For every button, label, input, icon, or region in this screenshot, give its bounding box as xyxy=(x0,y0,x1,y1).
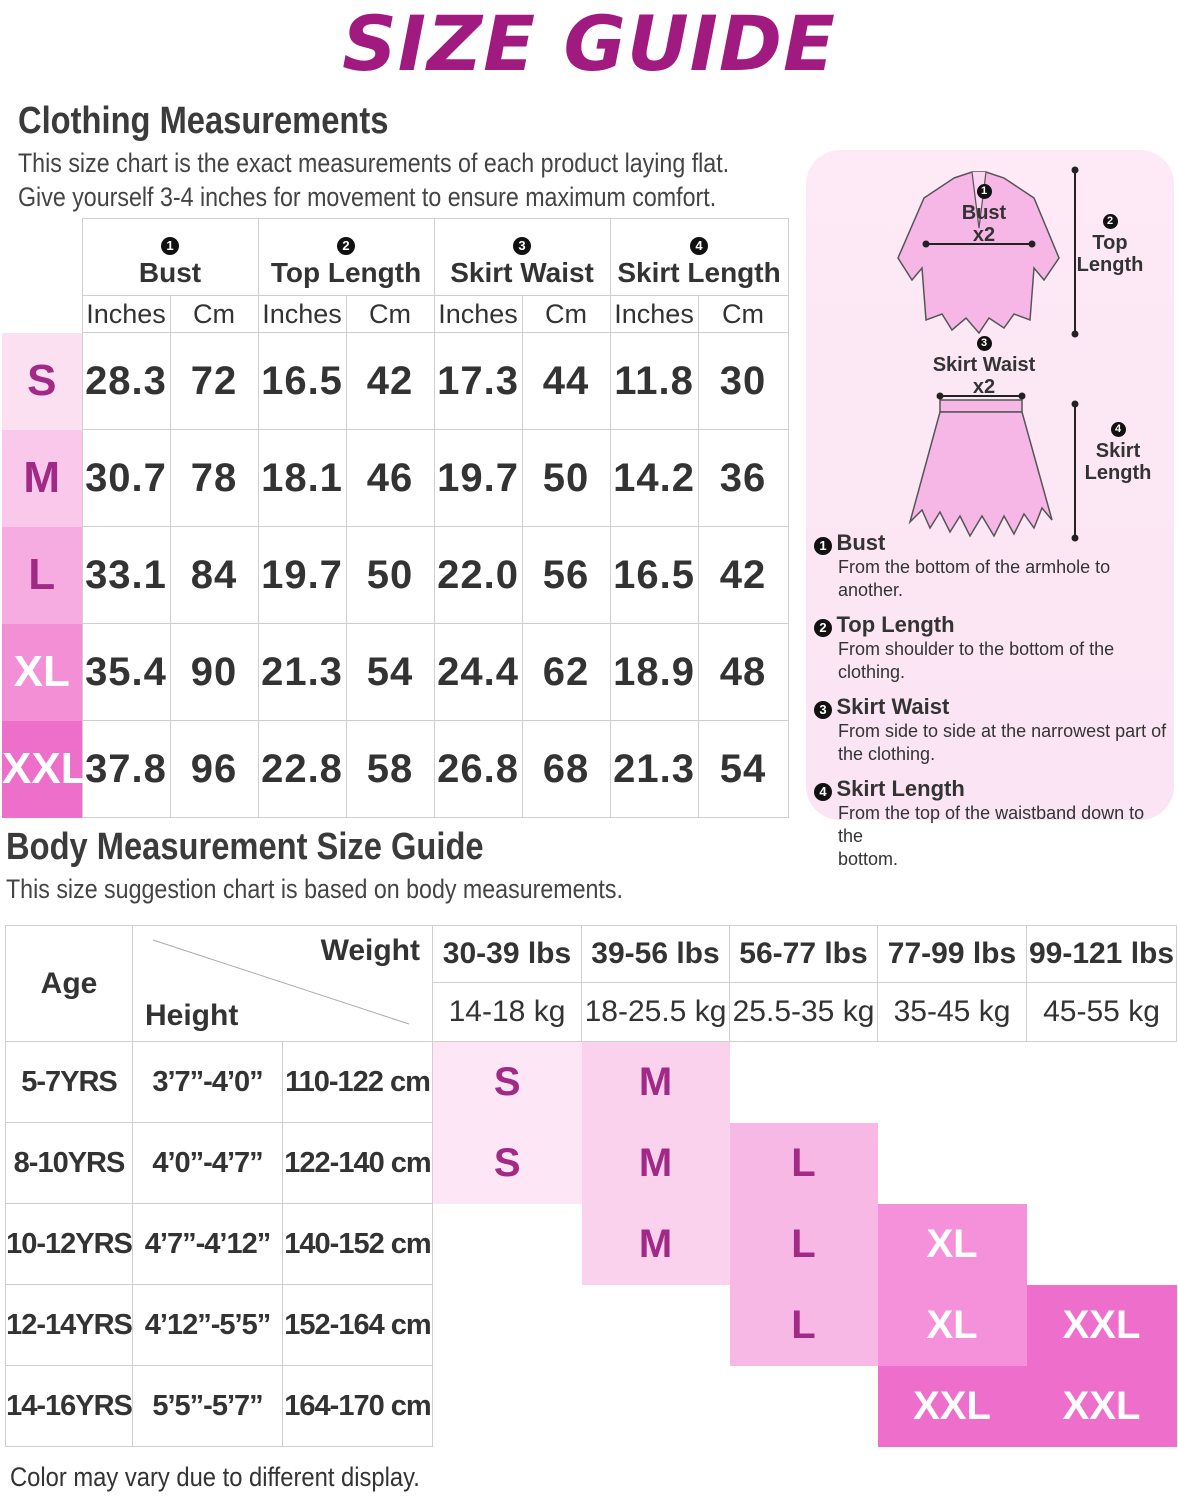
column-label: Skirt Waist xyxy=(450,257,594,288)
table-cell: 68 xyxy=(522,721,610,818)
table-cell: 19.7 xyxy=(434,430,522,527)
weight-lbs-header: 99-121 lbs xyxy=(1027,926,1177,983)
table-row xyxy=(2,624,788,721)
size-cell: XXL xyxy=(1027,1285,1177,1366)
height-label: Height xyxy=(145,999,239,1032)
size-cell xyxy=(433,1285,582,1366)
height-ft-cell: 3’7”-4’0” xyxy=(133,1042,283,1123)
table-cell: 42 xyxy=(346,333,434,430)
size-cell xyxy=(582,1285,730,1366)
table-cell: 17.3 xyxy=(434,333,522,430)
column-header-skirt-length xyxy=(610,219,788,296)
unit-header: Cm xyxy=(522,296,610,333)
size-cell: S xyxy=(433,1042,582,1123)
table-cell: 62 xyxy=(522,624,610,721)
column-header-bust xyxy=(82,219,258,296)
height-weight-header xyxy=(133,926,433,1042)
column-label: Top Length xyxy=(270,257,422,288)
legend-item xyxy=(814,530,1174,602)
body-heading: Body Measurement Size Guide xyxy=(6,826,484,868)
weight-kg-header: 18-25.5 kg xyxy=(582,983,730,1042)
table-corner xyxy=(2,219,82,296)
unit-header: Inches xyxy=(434,296,522,333)
table-cell: 58 xyxy=(346,721,434,818)
size-cell: L xyxy=(730,1285,878,1366)
label-text: Skirt xyxy=(1095,440,1141,462)
table-row xyxy=(6,1042,1177,1123)
table-row xyxy=(6,1123,1177,1204)
number-badge: 3 xyxy=(814,701,832,719)
size-cell: S xyxy=(433,1123,582,1204)
number-badge: 4 xyxy=(690,237,708,255)
table-cell: 30 xyxy=(698,333,788,430)
column-label: Bust xyxy=(138,257,202,288)
table-cell: 16.5 xyxy=(610,527,698,624)
table-cell: 21.3 xyxy=(258,624,346,721)
body-description: This size suggestion chart is based on body measurements. xyxy=(6,874,623,904)
table-cell: 11.8 xyxy=(610,333,698,430)
table-cell: 36 xyxy=(698,430,788,527)
unit-header: Inches xyxy=(610,296,698,333)
table-cell: 42 xyxy=(698,527,788,624)
number-badge: 4 xyxy=(814,783,832,801)
table-cell: 18.1 xyxy=(258,430,346,527)
size-cell: L xyxy=(730,1204,878,1285)
legend-title: Top Length xyxy=(836,612,955,637)
number-badge: 1 xyxy=(814,537,832,555)
table-row xyxy=(2,527,788,624)
weight-lbs-header: 39-56 lbs xyxy=(582,926,730,983)
table-cell: 24.4 xyxy=(434,624,522,721)
table-cell: 78 xyxy=(170,430,258,527)
unit-header: Inches xyxy=(82,296,170,333)
height-ft-cell: 4’7”-4’12” xyxy=(133,1204,283,1285)
unit-header: Inches xyxy=(258,296,346,333)
age-cell: 5-7YRS xyxy=(6,1042,133,1123)
number-badge: 4 xyxy=(1111,422,1126,437)
legend-description: From shoulder to the bottom of the clothing. xyxy=(838,639,1115,682)
table-cell: 22.0 xyxy=(434,527,522,624)
unit-header: Cm xyxy=(346,296,434,333)
table-cell: 19.7 xyxy=(258,527,346,624)
table-row xyxy=(2,721,788,818)
column-label: Skirt Length xyxy=(617,257,781,288)
body-size-table xyxy=(5,925,1177,1447)
legend-description: From the top of the waistband down to the xyxy=(838,803,1145,846)
legend-title: Skirt Length xyxy=(836,776,965,801)
height-ft-cell: 4’12”-5’5” xyxy=(133,1285,283,1366)
number-badge: 2 xyxy=(814,619,832,637)
size-cell xyxy=(1027,1042,1177,1123)
size-label: M xyxy=(2,430,82,527)
legend-item xyxy=(814,694,1174,766)
skirt-length-diagram-label xyxy=(1078,418,1158,484)
table-corner xyxy=(2,296,82,333)
legend-description: the clothing. xyxy=(838,744,936,764)
label-text: Skirt Waist xyxy=(932,354,1036,376)
number-badge: 1 xyxy=(161,237,179,255)
table-row xyxy=(2,333,788,430)
size-cell: XXL xyxy=(878,1366,1027,1447)
size-label: XL xyxy=(2,624,82,721)
height-cm-cell: 152-164 cm xyxy=(283,1285,433,1366)
number-badge: 1 xyxy=(977,184,992,199)
legend-title: Skirt Waist xyxy=(836,694,950,719)
table-cell: 26.8 xyxy=(434,721,522,818)
size-label: S xyxy=(2,333,82,430)
clothing-heading: Clothing Measurements xyxy=(18,100,389,142)
clothing-description-2: Give yourself 3-4 inches for movement to ensure maximum comfort. xyxy=(18,182,717,212)
unit-header: Cm xyxy=(698,296,788,333)
table-cell: 18.9 xyxy=(610,624,698,721)
weight-kg-header: 45-55 kg xyxy=(1027,983,1177,1042)
column-header-top-length xyxy=(258,219,434,296)
table-cell: 54 xyxy=(698,721,788,818)
size-cell xyxy=(878,1042,1027,1123)
size-cell: M xyxy=(582,1204,730,1285)
table-cell: 54 xyxy=(346,624,434,721)
size-cell xyxy=(582,1366,730,1447)
size-cell xyxy=(878,1123,1027,1204)
label-text: x2 xyxy=(972,224,996,246)
size-cell: XXL xyxy=(1027,1366,1177,1447)
table-cell: 33.1 xyxy=(82,527,170,624)
size-label: XXL xyxy=(2,721,82,818)
size-cell: L xyxy=(730,1123,878,1204)
age-cell: 12-14YRS xyxy=(6,1285,133,1366)
table-row xyxy=(6,1285,1177,1366)
label-text: Length xyxy=(1084,462,1152,484)
measurement-legend xyxy=(814,530,1174,871)
table-cell: 35.4 xyxy=(82,624,170,721)
legend-description: From the bottom of the armhole to another. xyxy=(838,557,1111,600)
table-cell: 21.3 xyxy=(610,721,698,818)
number-badge: 3 xyxy=(513,237,531,255)
age-header: Age xyxy=(6,926,133,1042)
table-cell: 37.8 xyxy=(82,721,170,818)
label-text: x2 xyxy=(972,376,996,398)
size-cell xyxy=(730,1042,878,1123)
legend-item xyxy=(814,776,1174,871)
size-cell xyxy=(1027,1123,1177,1204)
size-label: L xyxy=(2,527,82,624)
table-cell: 16.5 xyxy=(258,333,346,430)
size-cell xyxy=(433,1204,582,1285)
label-text: Bust xyxy=(961,202,1007,224)
page-title: SIZE GUIDE xyxy=(342,0,836,88)
measurement-diagram-panel xyxy=(806,150,1174,869)
table-cell: 50 xyxy=(522,430,610,527)
table-row xyxy=(2,430,788,527)
weight-label: Weight xyxy=(320,934,420,967)
clothing-measurements-table xyxy=(2,218,789,818)
weight-lbs-header: 56-77 lbs xyxy=(730,926,878,983)
label-text: Top xyxy=(1092,232,1128,254)
table-cell: 90 xyxy=(170,624,258,721)
size-cell: XL xyxy=(878,1285,1027,1366)
size-cell: M xyxy=(582,1123,730,1204)
size-cell xyxy=(1027,1204,1177,1285)
number-badge: 3 xyxy=(977,336,992,351)
footer-note: Color may vary due to different display. xyxy=(10,1462,420,1492)
height-ft-cell: 4’0”-4’7” xyxy=(133,1123,283,1204)
size-cell xyxy=(433,1366,582,1447)
table-cell: 48 xyxy=(698,624,788,721)
table-cell: 84 xyxy=(170,527,258,624)
height-cm-cell: 110-122 cm xyxy=(283,1042,433,1123)
legend-title: Bust xyxy=(836,530,886,555)
weight-lbs-header: 77-99 lbs xyxy=(878,926,1027,983)
table-cell: 14.2 xyxy=(610,430,698,527)
height-cm-cell: 122-140 cm xyxy=(283,1123,433,1204)
skirt-waist-diagram-label xyxy=(914,332,1054,398)
legend-item xyxy=(814,612,1174,684)
table-cell: 22.8 xyxy=(258,721,346,818)
top-length-diagram-label xyxy=(1068,210,1152,276)
table-cell: 50 xyxy=(346,527,434,624)
height-cm-cell: 164-170 cm xyxy=(283,1366,433,1447)
clothing-description-1: This size chart is the exact measurements of each product laying flat. xyxy=(18,148,730,178)
table-cell: 56 xyxy=(522,527,610,624)
label-text: Length xyxy=(1076,254,1144,276)
age-cell: 8-10YRS xyxy=(6,1123,133,1204)
unit-header: Cm xyxy=(170,296,258,333)
table-cell: 44 xyxy=(522,333,610,430)
age-cell: 14-16YRS xyxy=(6,1366,133,1447)
table-cell: 96 xyxy=(170,721,258,818)
weight-kg-header: 35-45 kg xyxy=(878,983,1027,1042)
table-row xyxy=(6,1366,1177,1447)
table-cell: 46 xyxy=(346,430,434,527)
height-ft-cell: 5’5”-5’7” xyxy=(133,1366,283,1447)
number-badge: 2 xyxy=(1103,214,1118,229)
size-cell: XL xyxy=(878,1204,1027,1285)
height-cm-cell: 140-152 cm xyxy=(283,1204,433,1285)
skirt-illustration xyxy=(906,390,1056,540)
legend-description: bottom. xyxy=(838,849,899,869)
weight-kg-header: 14-18 kg xyxy=(433,983,582,1042)
table-row xyxy=(6,1204,1177,1285)
number-badge: 2 xyxy=(337,237,355,255)
table-cell: 72 xyxy=(170,333,258,430)
age-cell: 10-12YRS xyxy=(6,1204,133,1285)
size-cell xyxy=(730,1366,878,1447)
legend-description: From side to side at the narrowest part of xyxy=(838,721,1167,741)
weight-lbs-header: 30-39 lbs xyxy=(433,926,582,983)
table-cell: 28.3 xyxy=(82,333,170,430)
size-cell: M xyxy=(582,1042,730,1123)
bust-diagram-label xyxy=(934,180,1034,246)
column-header-skirt-waist xyxy=(434,219,610,296)
table-cell: 30.7 xyxy=(82,430,170,527)
weight-kg-header: 25.5-35 kg xyxy=(730,983,878,1042)
